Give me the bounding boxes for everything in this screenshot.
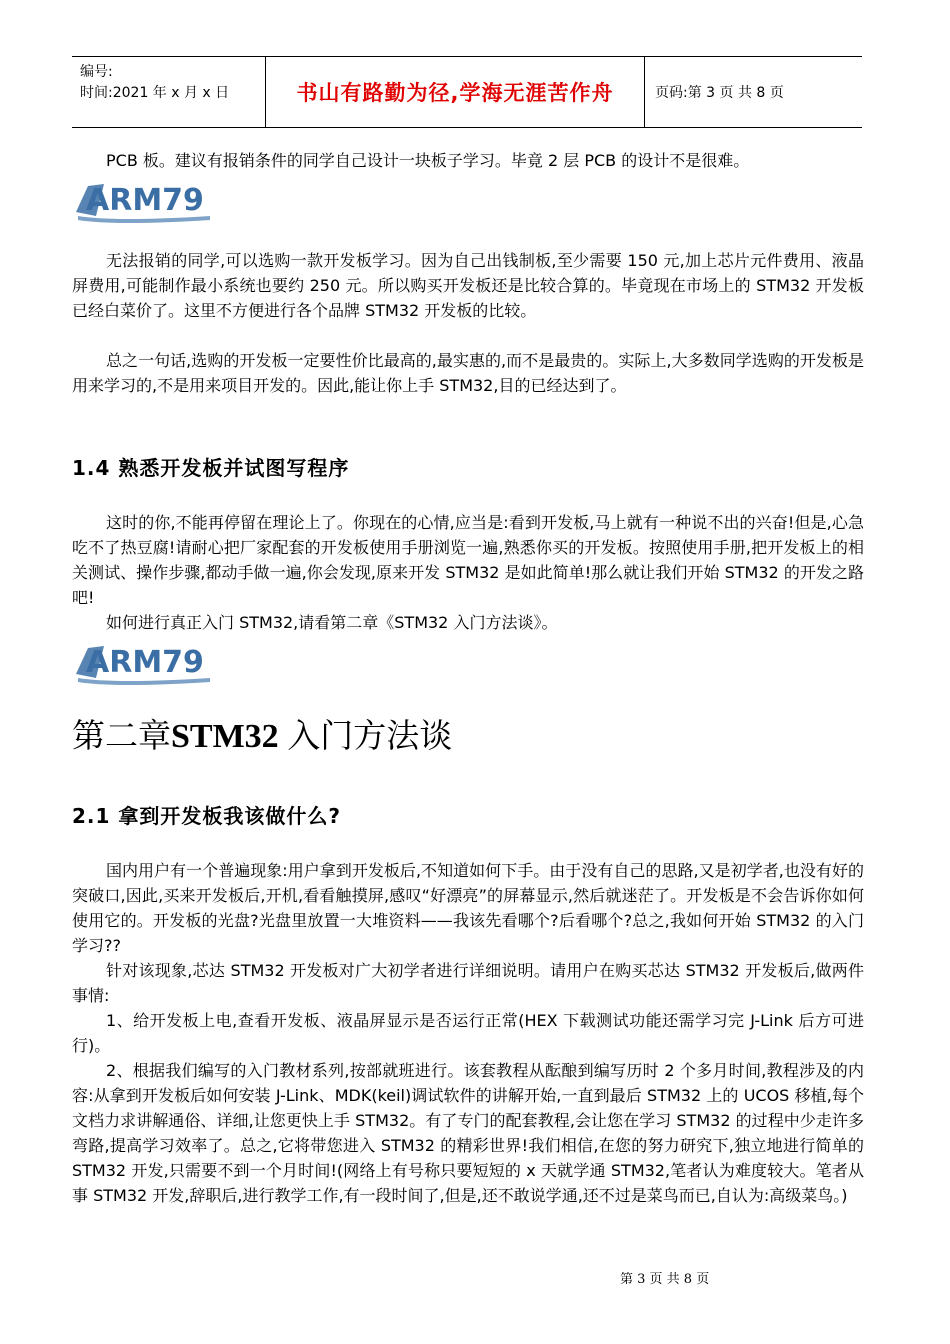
paragraph-step-2: 2、根据我们编写的入门教材系列,按部就班进行。该套教程从酝酿到编写历时 2 个多月时间,教程涉及的内容:从拿到开发板后如何安装 J-Link、MDK(keil)调试软件的讲解开始,一直到最后 STM32 上的 UCOS 移植,每个文档力求讲解通俗、详细,让您更快上手 STM32。有了专门的配套教程,会让您在学习 STM32 的过程中少走许多弯路,提高学习效率了。总之,它将带您进入 STM32 的精彩世界!我们相信,在您的努力研究下,独立地进行简单的 STM32 开发,只需要不到一个月时间!(网络上有号称只要短短的 x 天就学通 STM32,笔者认为难度较大。笔者从事 STM32 开发,辞职后,进行教学工作,有一段时间了,但是,还不敢说学通,还不过是菜鸟而已,自认为:高级菜鸟。) <box>72 1061 864 1205</box>
paragraph-summary: 总之一句话,选购的开发板一定要性价比最高的,最实惠的,而不是最贵的。实际上,大多数同学选购的开发板是用来学习的,不是用来项目开发的。因此,能让你上手 STM32,目的已经达到了。 <box>72 351 864 395</box>
page-footer: 第 3 页 共 8 页 <box>620 1272 710 1287</box>
arm79-logo <box>74 176 214 224</box>
header-motto-cell <box>265 57 645 127</box>
logo-text: ARM79 <box>86 645 204 680</box>
chapter-stm32: STM32 <box>171 718 288 755</box>
chapter-name: 入门方法谈 <box>287 716 453 755</box>
heading-1-4: 1.4 熟悉开发板并试图写程序 <box>72 456 350 480</box>
motto-text: 书山有路勤为径,学海无涯苦作舟 <box>296 81 614 105</box>
header-left-cell <box>72 57 265 127</box>
paragraph-common-phenomenon: 国内用户有一个普遍现象:用户拿到开发板后,不知道如何下手。由于没有自己的思路,又是初学者,也没有好的突破口,因此,买来开发板后,开机,看看触摸屏,感叹“好漂亮”的屏幕显示,然后就迷茫了。开发板是不会告诉你如何使用它的。开发板的光盘?光盘里放置一大堆资料——我该先看哪个?后看哪个?总之,我如何开始 STM32 的入门学习?? <box>72 861 864 955</box>
paragraph-chapter-pointer: 如何进行真正入门 STM32,请看第二章《STM32 入门方法谈》。 <box>106 613 558 632</box>
arm79-logo <box>74 638 214 686</box>
paragraph-pcb: PCB 板。建议有报销条件的同学自己设计一块板子学习。毕竟 2 层 PCB 的设计不是很难。 <box>106 151 750 170</box>
header-page-info: 页码:第 3 页 共 8 页 <box>655 85 784 101</box>
paragraph-no-reimbursement: 无法报销的同学,可以选购一款开发板学习。因为自己出钱制板,至少需要 150 元,加上芯片元件费用、液晶屏费用,可能制作最小系统也要约 250 元。所以购买开发板还是比较合算的。毕竟现在市场上的 STM32 开发板已经白菜价了。这里不方便进行各个品牌 STM32 开发板的比较。 <box>72 251 864 320</box>
number-label: 编号: <box>80 64 113 80</box>
page-header <box>72 56 862 128</box>
time-label: 时间:2021 年 x 月 x 日 <box>80 85 230 101</box>
paragraph-explanation: 针对该现象,芯达 STM32 开发板对广大初学者进行详细说明。请用户在购买芯达 STM32 开发板后,做两件事情: <box>72 961 864 1005</box>
logo-text: ARM79 <box>86 183 204 218</box>
heading-2-1: 2.1 拿到开发板我该做什么? <box>72 804 341 828</box>
chapter-title <box>72 712 452 761</box>
chapter-number: 第二章 <box>72 716 171 755</box>
paragraph-step-1: 1、给开发板上电,查看开发板、液晶屏显示是否运行正常(HEX 下载测试功能还需学习完 J-Link 后方可进行)。 <box>72 1011 864 1055</box>
paragraph-familiarize: 这时的你,不能再停留在理论上了。你现在的心情,应当是:看到开发板,马上就有一种说不出的兴奋!但是,心急吃不了热豆腐!请耐心把厂家配套的开发板使用手册浏览一遍,熟悉你买的开发板。按照使用手册,把开发板上的相关测试、操作步骤,都动手做一遍,你会发现,原来开发 STM32 是如此简单!那么就让我们开始 STM32 的开发之路吧! <box>72 513 864 607</box>
